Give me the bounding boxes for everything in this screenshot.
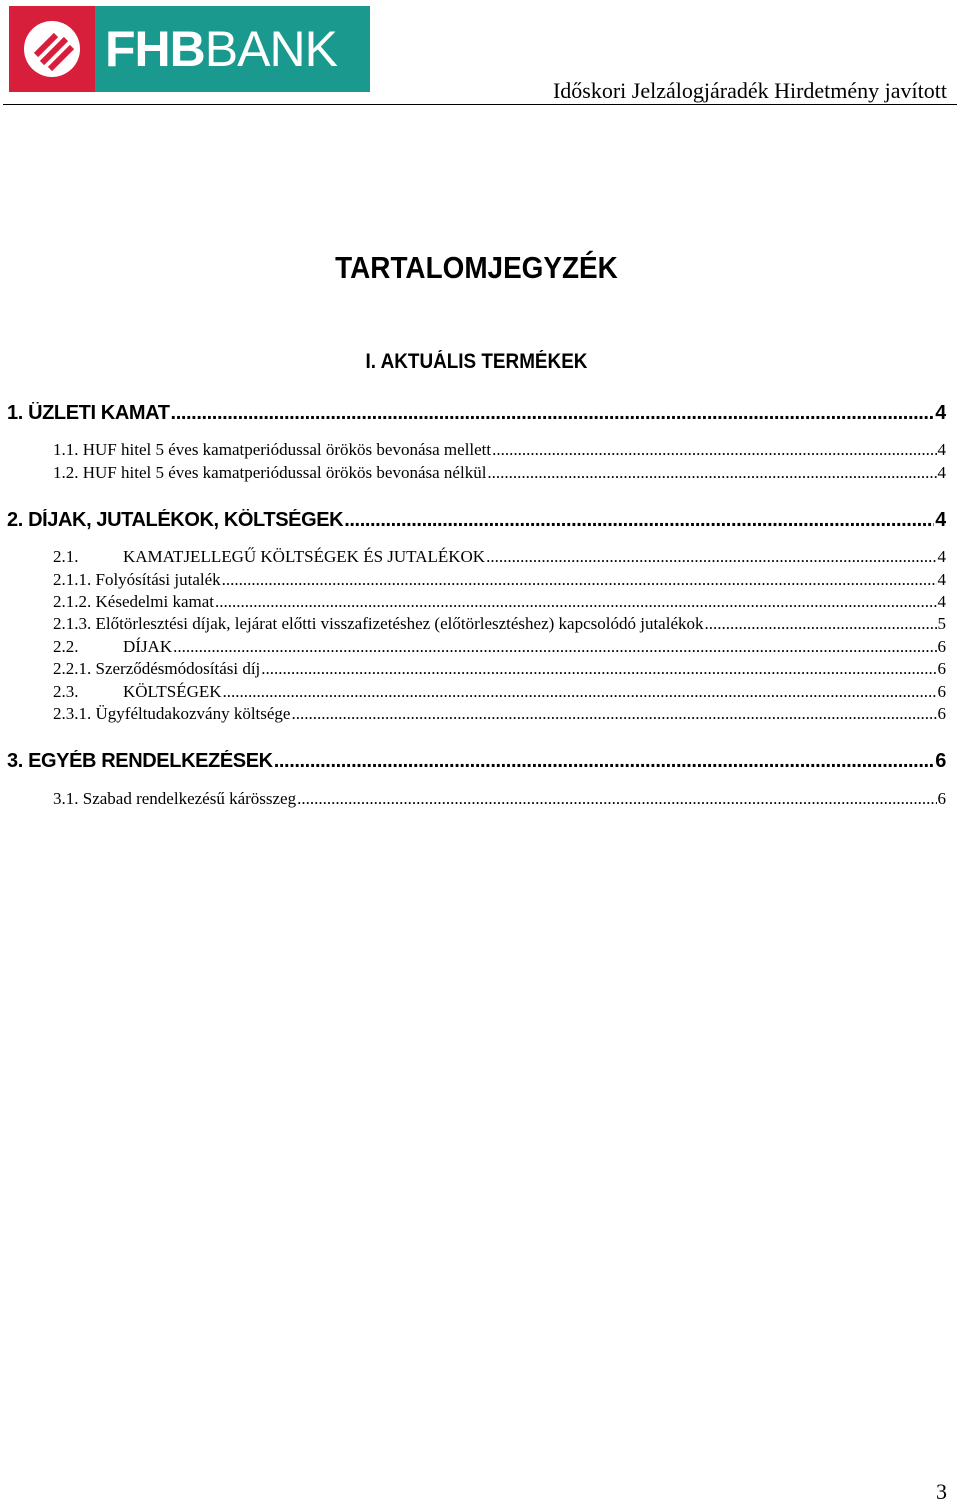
toc-leader-dots — [487, 463, 936, 483]
toc-entry[interactable]: 2.1.3. Előtörlesztési díjak, lejárat előtti visszafizetéshez (előtörlesztéshez) kapcsolódó jutalékok ..... 5 — [53, 614, 946, 634]
toc-page-number: 6 — [937, 682, 946, 701]
toc-entry[interactable]: 2.1.2. Késedelmi kamat ..... 4 — [53, 592, 946, 612]
toc-entry-text: KAMATJELLEGŰ KÖLTSÉGEK ÉS JUTALÉKOK — [123, 547, 486, 566]
toc-entry-text: Szerződésmódosítási díj — [95, 659, 261, 678]
toc-entry[interactable]: 1.2. HUF hitel 5 éves kamatperiódussal örökös bevonása nélkül ..... 4 — [53, 463, 946, 483]
toc-page-number: 6 — [937, 637, 946, 656]
toc-title: TARTALOMJEGYZÉK — [335, 250, 618, 285]
toc-entry[interactable]: 2. DÍJAK, JUTALÉKOK, KÖLTSÉGEK ..... 4 — [7, 509, 946, 532]
toc-page-number: 4 — [937, 547, 946, 566]
toc-entry[interactable]: 2.2.1. Szerződésmódosítási díj ..... 6 — [53, 659, 946, 679]
toc-leader-dots — [297, 789, 936, 809]
toc-leader-dots — [486, 547, 936, 567]
toc-page-number: 4 — [937, 592, 946, 611]
part-title: I. AKTUÁLIS TERMÉKEK — [365, 350, 588, 373]
logo-wordmark-strong: FHB — [105, 21, 205, 77]
toc-leader-dots — [215, 592, 937, 612]
toc-page-number: 6 — [937, 704, 946, 723]
toc-entry-text: Szabad rendelkezésű kárösszeg — [82, 789, 297, 808]
toc-entry-text: EGYÉB RENDELKEZÉSEK — [28, 750, 273, 772]
toc-page-number: 4 — [935, 509, 946, 531]
toc-page-number: 4 — [937, 463, 946, 482]
toc-page-number: 6 — [937, 789, 946, 808]
toc-entry-text: HUF hitel 5 éves kamatperiódussal örökös bevonása mellett — [82, 440, 492, 459]
toc-page-number: 5 — [937, 614, 946, 633]
toc-page-number: 4 — [935, 402, 946, 424]
toc-leader-dots — [492, 440, 936, 460]
toc-entry[interactable]: 3. EGYÉB RENDELKEZÉSEK ..... 6 — [7, 750, 946, 773]
logo-wordmark-light: BANK — [204, 21, 337, 77]
toc-entry[interactable]: 2.1. KAMATJELLEGŰ KÖLTSÉGEK ÉS JUTALÉKOK ..... 4 — [53, 547, 946, 567]
header-divider — [3, 104, 957, 105]
toc-entry[interactable]: 2.3. KÖLTSÉGEK ..... 6 — [53, 682, 946, 702]
toc-entry[interactable]: 1. ÜZLETI KAMAT ..... 4 — [7, 402, 946, 425]
toc-leader-dots — [173, 637, 936, 657]
toc-leader-dots — [171, 402, 935, 425]
toc-page-number: 4 — [937, 570, 946, 589]
toc-page-number: 6 — [935, 750, 946, 772]
toc-entry-text: Késedelmi kamat — [95, 592, 214, 611]
toc-leader-dots — [344, 509, 934, 532]
fhb-logo-mark-icon — [9, 6, 95, 92]
fhb-bank-logo — [9, 6, 370, 92]
logo-wordmark — [95, 6, 370, 92]
toc-entry-text: Folyósítási jutalék — [95, 570, 221, 589]
page-number: 3 — [936, 1479, 947, 1504]
toc-entry-text: Ügyféltudakozvány költsége — [95, 704, 291, 723]
toc-leader-dots — [223, 682, 937, 702]
toc-entry-text: DÍJAK, JUTALÉKOK, KÖLTSÉGEK — [28, 509, 344, 531]
toc-leader-dots — [274, 750, 935, 773]
toc-page-number: 6 — [937, 659, 946, 678]
toc-entry[interactable]: 2.1.1. Folyósítási jutalék ..... 4 — [53, 570, 946, 590]
toc-leader-dots — [261, 659, 936, 679]
toc-entry[interactable]: 2.3.1. Ügyféltudakozvány költsége ..... 6 — [53, 704, 946, 724]
toc-entry-text: KÖLTSÉGEK — [123, 682, 222, 701]
toc-entry-text: ÜZLETI KAMAT — [28, 402, 170, 424]
toc-page-number: 4 — [937, 440, 946, 459]
toc-entry[interactable]: 3.1. Szabad rendelkezésű kárösszeg ..... 6 — [53, 789, 946, 809]
toc-leader-dots — [222, 570, 937, 590]
toc-entry[interactable]: 2.2. DÍJAK ..... 6 — [53, 637, 946, 657]
toc-entry[interactable]: 1.1. HUF hitel 5 éves kamatperiódussal örökös bevonása mellett ..... 4 — [53, 440, 946, 460]
toc-leader-dots — [705, 614, 937, 634]
toc-entry-text: Előtörlesztési díjak, lejárat előtti visszafizetéshez (előtörlesztéshez) kapcsolódó jutalékok — [95, 614, 704, 633]
toc-leader-dots — [291, 704, 936, 724]
toc-entry-text: DÍJAK — [123, 637, 173, 656]
toc-entry-text: HUF hitel 5 éves kamatperiódussal örökös bevonása nélkül — [82, 463, 487, 482]
header-document-title: Időskori Jelzálogjáradék Hirdetmény javított — [552, 78, 947, 103]
